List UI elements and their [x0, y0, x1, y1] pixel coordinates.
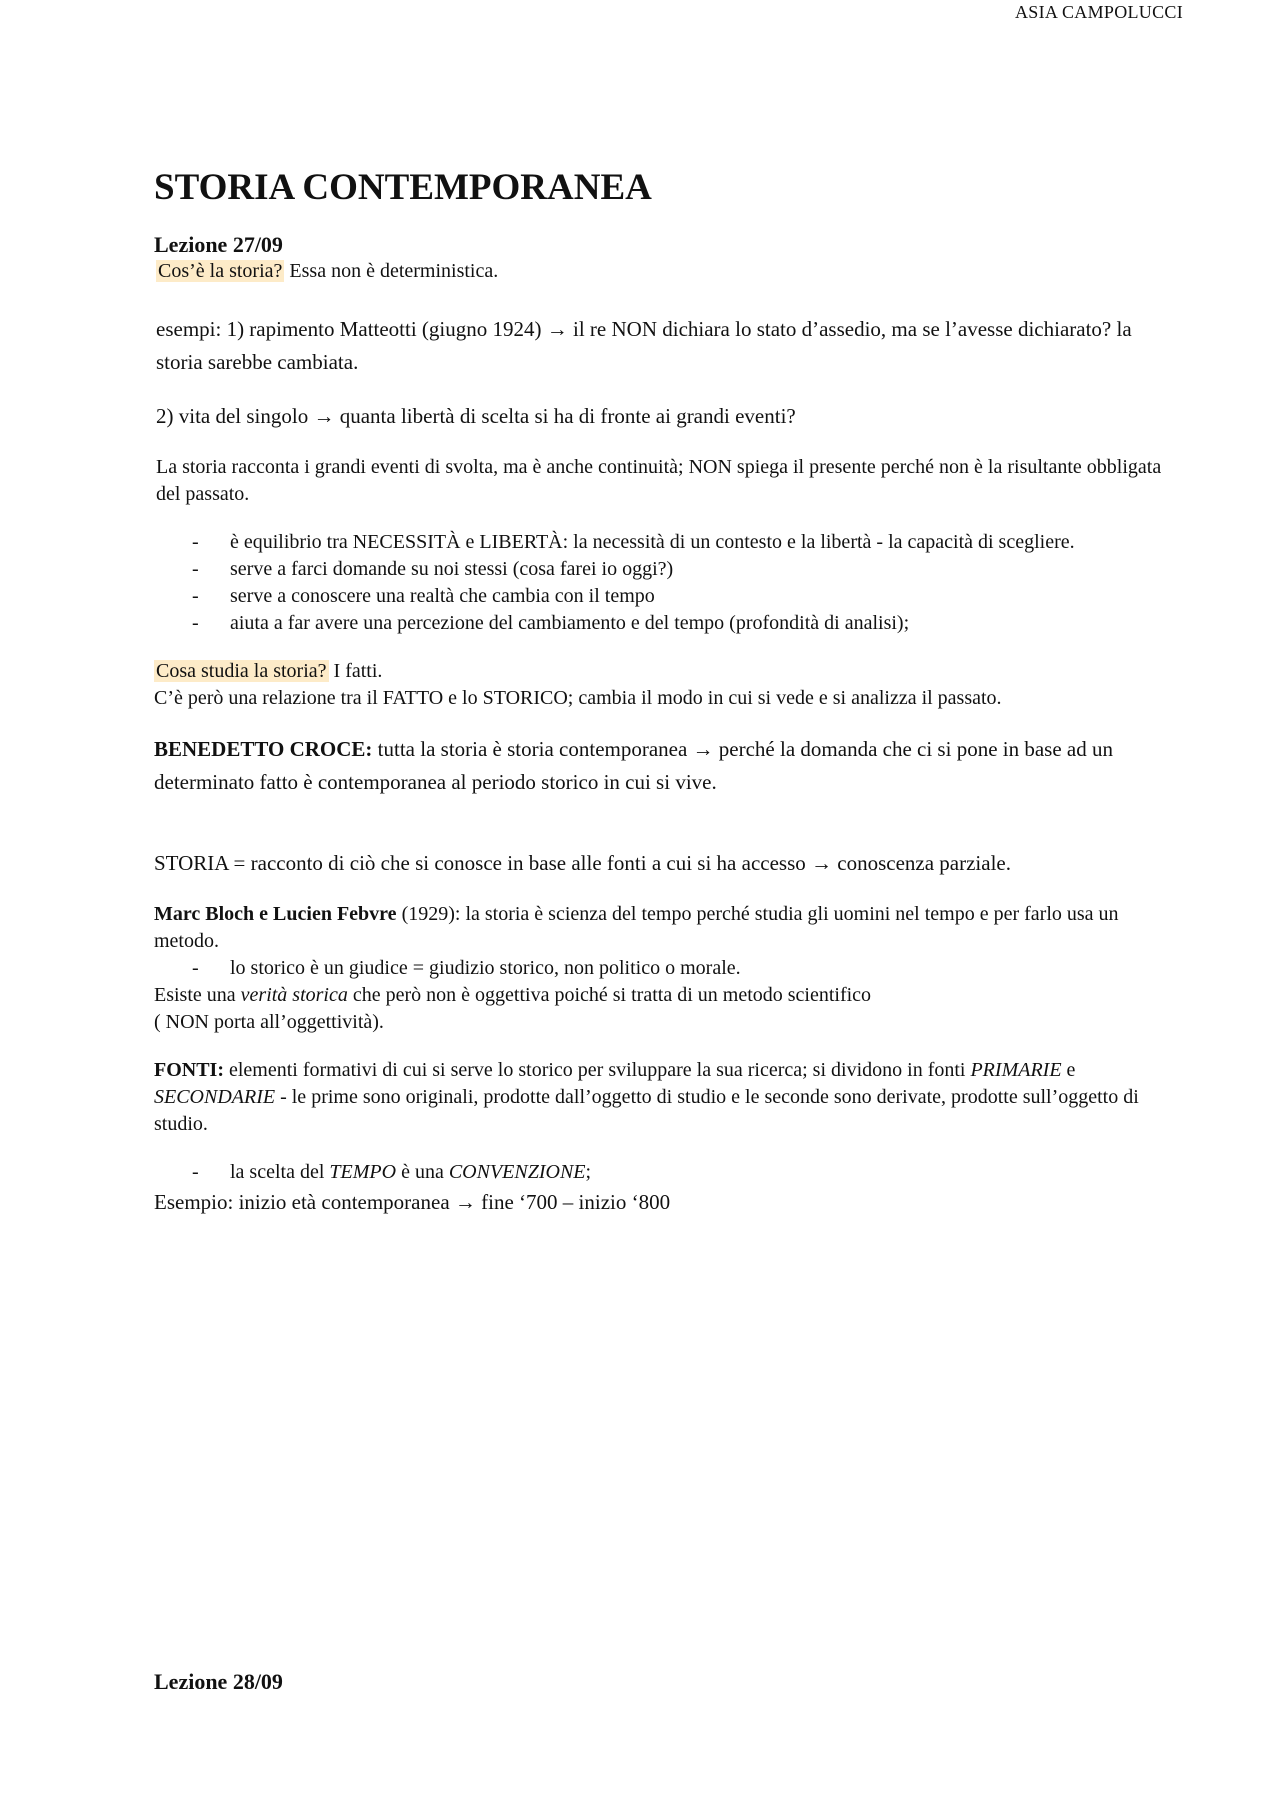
continuity-paragraph: La storia racconta i grandi eventi di svolta, ma è anche continuità; NON spiega il presente perché non è la risultante obbligata del passato. — [156, 456, 1162, 506]
text-fragment: ; — [585, 1161, 592, 1184]
emphasis: SECONDARIE — [154, 1086, 276, 1109]
lesson-heading: Lezione 27/09 — [154, 231, 283, 257]
emphasis: TEMPO — [329, 1161, 397, 1184]
text-fragment: e — [1061, 1059, 1076, 1082]
bloch-list — [154, 955, 1174, 982]
bloch-febvre-text: (1929): la storia è scienza del tempo perché studia gli uomini nel tempo e per farlo usa un metodo. — [154, 903, 1119, 953]
emphasis: verità storica — [240, 984, 348, 1007]
fonti-label: FONTI: — [154, 1059, 224, 1082]
croce-paragraph — [154, 733, 1174, 799]
text-fragment: è una — [396, 1161, 449, 1184]
history-purpose-list — [154, 529, 1174, 637]
lesson-heading-2: Lezione 28/09 — [154, 1669, 283, 1694]
emphasis: PRIMARIE — [970, 1059, 1062, 1082]
list-item: - serve a conoscere una realtà che cambia con il tempo — [192, 583, 1174, 610]
bloch-febvre-label: Marc Bloch e Lucien Febvre — [154, 903, 397, 926]
verita-storica-paragraph — [154, 982, 1174, 1009]
document-body — [154, 168, 1174, 1219]
list-item — [192, 1159, 1174, 1186]
question-answer: I fatti. — [328, 660, 383, 683]
question-what-history-studies — [154, 658, 1174, 685]
emphasis: CONVENZIONE — [448, 1161, 586, 1184]
text-fragment: Esiste una — [154, 984, 241, 1007]
list-item: - serve a farci domande su noi stessi (cosa farei io oggi?) — [192, 556, 1174, 583]
croce-label: BENEDETTO CROCE: — [154, 737, 373, 762]
list-item: - è equilibrio tra NECESSITÀ e LIBERTÀ: la necessità di un contesto e la libertà - la capacità di scegliere. — [192, 529, 1174, 556]
croce-text: tutta la storia è storia contemporanea → perché la domanda che ci si pone in base ad un determinato fatto è contemporanea al periodo storico in cui si vive. — [154, 737, 1113, 795]
example-paragraph-2: 2) vita del singolo → quanta libertà di scelta si ha di fronte ai grandi eventi? — [156, 404, 796, 429]
fonti-paragraph — [154, 1057, 1174, 1138]
example-paragraph-1: esempi: 1) rapimento Matteotti (giugno 1924) → il re NON dichiara lo stato d’assedio, ma se l’avesse dichiarato? la storia sarebbe cambiata. — [156, 317, 1132, 375]
bloch-febvre-paragraph — [154, 901, 1174, 955]
highlight-question: Cosa studia la storia? — [156, 660, 327, 683]
storia-definition: STORIA = racconto di ciò che si conosce in base alle fonti a cui si ha accesso → conoscenza parziale. — [154, 851, 1011, 876]
page-title: STORIA CONTEMPORANEA — [154, 167, 652, 208]
list-item: - aiuta a far avere una percezione del cambiamento e del tempo (profondità di analisi); — [192, 610, 1174, 637]
text-fragment: - le prime sono originali, prodotte dall’oggetto di studio e le seconde sono derivate, prodotte sull’oggetto di studio. — [154, 1086, 1139, 1136]
tempo-list — [154, 1159, 1174, 1186]
text-fragment: elementi formativi di cui si serve lo storico per sviluppare la sua ricerca; si dividono in fonti — [224, 1059, 971, 1082]
question-answer: Essa non è deterministica. — [284, 260, 499, 283]
question-what-is-history — [154, 258, 1174, 285]
list-item: - lo storico è un giudice = giudizio storico, non politico o morale. — [192, 955, 1174, 982]
verita-note: ( NON porta all’oggettività). — [154, 1011, 384, 1034]
header-author: ASIA CAMPOLUCCI — [1014, 2, 1183, 22]
text-fragment: che però non è oggettiva poiché si tratta di un metodo scientifico — [347, 984, 872, 1007]
esempio-line: Esempio: inizio età contemporanea → fine ‘700 – inizio ‘800 — [154, 1190, 671, 1215]
text-fragment: la scelta del — [230, 1161, 330, 1184]
fact-historian-paragraph: C’è però una relazione tra il FATTO e lo STORICO; cambia il modo in cui si vede e si analizza il passato. — [154, 687, 1002, 710]
highlight-question: Cos’è la storia? — [158, 260, 283, 283]
